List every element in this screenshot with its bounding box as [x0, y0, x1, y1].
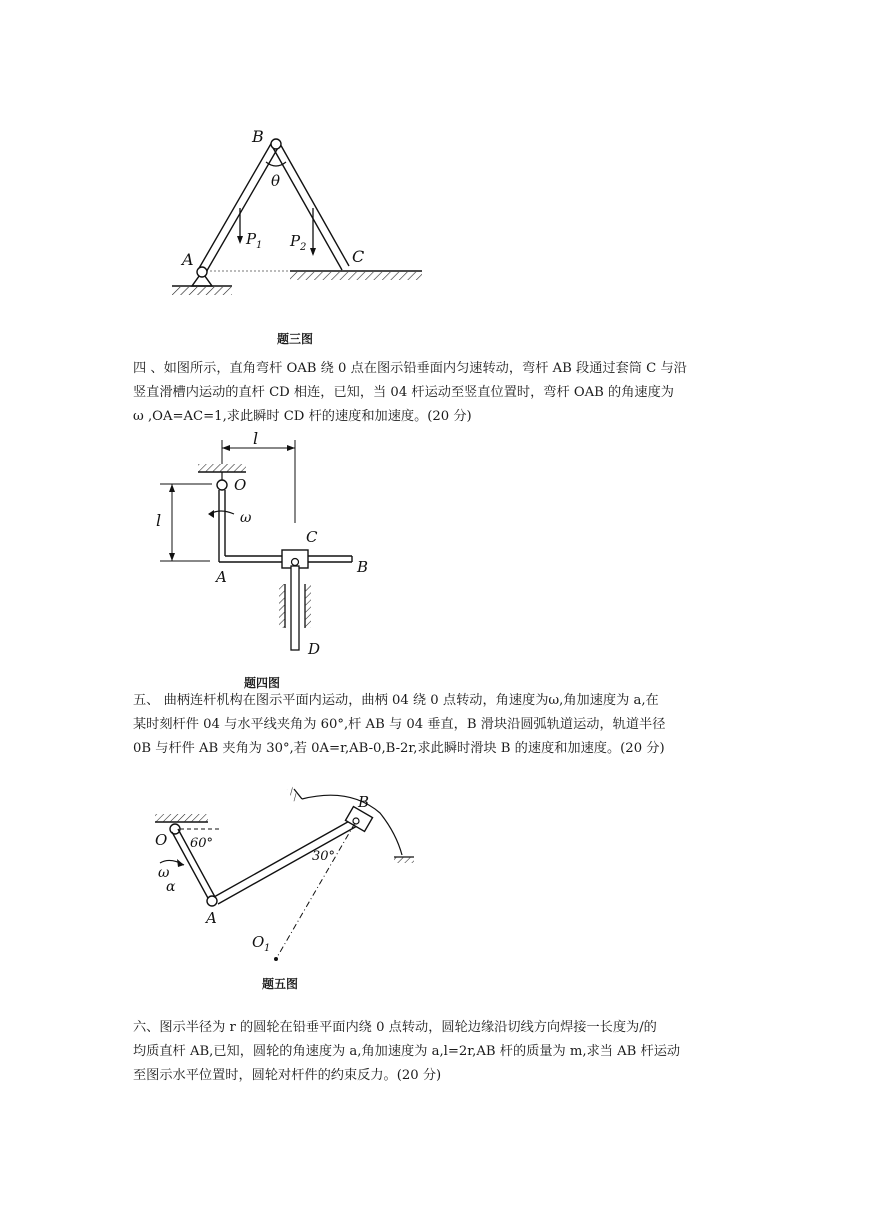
dim-top-arrow-right: [287, 445, 295, 451]
bar-ab-edge2: [205, 146, 279, 274]
pin-o: [217, 480, 227, 490]
dim-left-arrow-top: [169, 484, 175, 492]
figure-3: [160, 120, 440, 310]
label-p2-sub: 2: [300, 242, 307, 253]
label-l-top: l: [253, 429, 259, 448]
label-o1: O: [252, 933, 265, 951]
question-6-line-3: 至图示水平位置时，圆轮对杆件的约束反力。(20 分): [133, 1068, 442, 1083]
ground-right-hatch: [290, 272, 422, 280]
label-a: A: [216, 568, 227, 586]
label-omega: ω: [158, 865, 170, 881]
figure-4-caption: 题四图: [244, 676, 281, 690]
radius-line: [276, 823, 355, 959]
pin-b: [271, 139, 281, 149]
figure-5: [150, 785, 440, 970]
label-omega: ω: [240, 510, 252, 526]
question-5-line-3: 0B 与杆件 AB 夹角为 30°,若 0A=r,AB-0,B-2r,求此瞬时滑块 B 的速度和加速度。(20 分): [133, 741, 665, 756]
ceiling-hatch: [198, 464, 246, 472]
arc-track: [302, 795, 402, 855]
guide-left-hatch: [279, 584, 285, 628]
label-p1: P: [246, 230, 257, 248]
omega-arrowhead: [177, 859, 184, 867]
label-a: A: [206, 909, 217, 927]
figure-4: [150, 428, 390, 658]
label-o: O: [234, 476, 247, 494]
rod-cd: [291, 566, 299, 650]
pin-a: [197, 267, 207, 277]
label-c: C: [306, 528, 318, 546]
pin-b: [353, 818, 359, 824]
question-6-line-2: 均质直杆 AB,已知，圆轮的角速度为 a,角加速度为 a,l=2r,AB 杆的质量为 m,求当 AB 杆运动: [133, 1044, 681, 1059]
label-o: O: [155, 831, 168, 849]
rod-ab-edge2: [218, 826, 357, 904]
ground-left-hatch: [172, 287, 232, 295]
figure-3-drawing: [160, 120, 440, 310]
label-b: B: [358, 793, 370, 811]
label-l-left: l: [156, 511, 162, 530]
track-support-bottom-hatch: [394, 857, 414, 863]
label-d: D: [308, 640, 321, 658]
force-p2-head: [310, 248, 316, 256]
label-alpha: α: [166, 879, 176, 895]
label-o1-sub: 1: [264, 943, 271, 954]
question-5-line-2: 某时刻杆件 04 与水平线夹角为 60°,杆 AB 与 04 垂直，B 滑块沿圆弧轨道运动，轨道半径: [133, 717, 666, 732]
omega-arrowhead: [208, 510, 214, 518]
force-p1-head: [237, 236, 243, 244]
question-4-line-2: 竖直滑槽内运动的直杆 CD 相连，已知，当 04 杆运动至竖直位置时，弯杆 OAB 的角速度为: [133, 385, 674, 400]
dim-left-arrow-bottom: [169, 553, 175, 561]
figure-5-drawing: [150, 785, 440, 970]
dim-top-arrow-left: [222, 445, 230, 451]
question-4-line-1: 四 、如图所示，直角弯杆 OAB 绕 0 点在图示铅垂面内匀速转动，弯杆 AB 段通过套筒 C 与沿: [133, 361, 687, 376]
ceiling-hatch: [155, 814, 208, 822]
question-4-line-3: ω ,OA=AC=1,求此瞬时 CD 杆的速度和加速度。(20 分): [133, 409, 472, 424]
figure-4-drawing: [150, 428, 390, 658]
pin-a: [207, 896, 217, 906]
label-60: 60°: [190, 836, 214, 851]
point-o1: [274, 957, 278, 961]
label-c: C: [352, 247, 365, 266]
question-5-line-1: 五、 曲柄连杆机构在图示平面内运动，曲柄 04 绕 0 点转动，角速度为ω,角加速度为 a,在: [133, 693, 659, 708]
label-p1-sub: 1: [256, 240, 263, 251]
pin-c: [292, 559, 299, 566]
question-5: [133, 689, 753, 761]
guide-right-hatch: [305, 584, 311, 628]
label-b: B: [252, 127, 264, 146]
label-p2: P: [290, 232, 301, 250]
label-b: B: [357, 558, 369, 576]
question-6-line-1: 六、图示半径为 r 的圆轮在铅垂平面内绕 0 点转动，圆轮边缘沿切线方向焊接一长度为/的: [133, 1020, 657, 1035]
figure-5-caption: 题五图: [262, 977, 299, 991]
question-6: [133, 1016, 753, 1088]
label-a: A: [182, 250, 194, 269]
label-30: 30°: [312, 849, 336, 864]
label-theta: θ: [271, 172, 281, 190]
question-4: [133, 357, 753, 429]
figure-3-caption: 题三图: [277, 332, 314, 346]
